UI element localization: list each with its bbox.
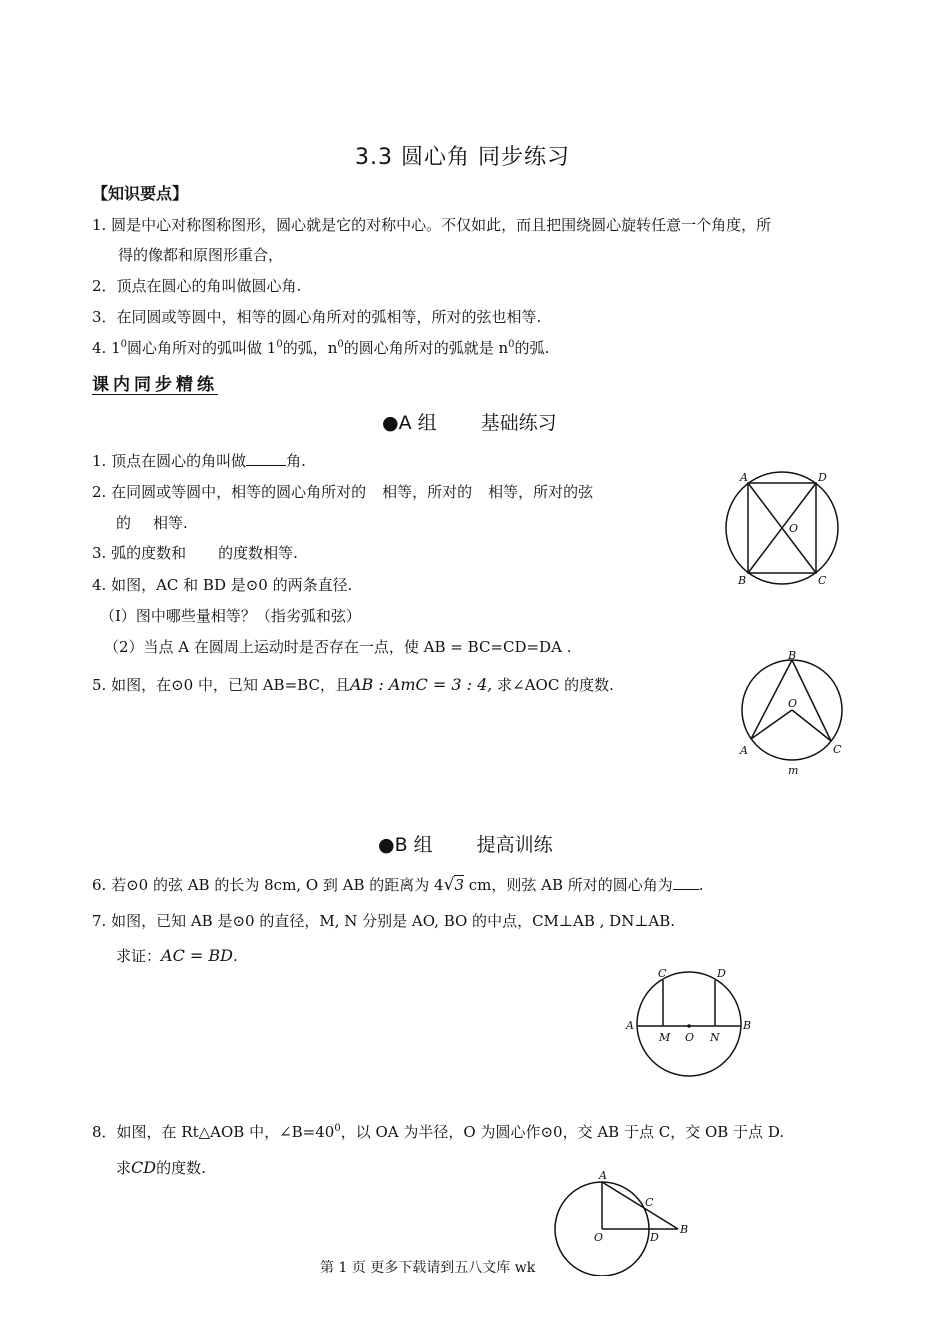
kp4-text: 的圆心角所对的弧就是 n	[343, 339, 509, 357]
fig1-label-d: D	[818, 471, 827, 484]
fig2-label-o: O	[788, 697, 798, 710]
kp4-text: 圆心角所对的弧叫做 1	[127, 339, 277, 357]
q8-formula: CD	[131, 1158, 157, 1177]
group-a-title: 基础练习	[480, 412, 557, 434]
fig2-line-oc	[792, 710, 831, 741]
fig2-label-a: A	[740, 744, 748, 757]
q6-text: .	[698, 876, 704, 894]
knowledge-point-4	[92, 337, 549, 358]
q2-text: 相等.	[153, 514, 188, 532]
q7-text: .	[232, 947, 238, 965]
q6-blank[interactable]	[673, 875, 699, 890]
question-4: 4. 如图，AC 和 BD 是⊙0 的两条直径.	[92, 576, 353, 594]
question-5	[92, 674, 614, 695]
fig3-center-point	[687, 1024, 691, 1028]
group-b-heading	[378, 830, 553, 857]
knowledge-header: 【知识要点】	[92, 184, 189, 203]
question-1	[92, 450, 306, 471]
q1-blank[interactable]	[246, 451, 286, 466]
group-a-mark: ●A 组	[382, 412, 437, 434]
question-6	[92, 874, 704, 895]
q6-text: cm，则弦 AB 所对的圆心角为	[468, 876, 673, 894]
figure-4-right-triangle-circle	[548, 1166, 698, 1276]
q2-text: 相等，所对的	[382, 483, 473, 501]
kp4-text: 的弧.	[514, 339, 550, 357]
q3-text: 的度数相等.	[218, 544, 298, 562]
q8-sup: 0	[334, 1123, 341, 1134]
q7-text: 求证：	[116, 947, 162, 965]
group-b-title: 提高训练	[476, 834, 553, 856]
kp4-text: 4. 1	[92, 339, 121, 357]
question-2a	[92, 481, 593, 502]
knowledge-point-2: 2．顶点在圆心的角叫做圆心角.	[92, 277, 302, 295]
fig2-label-b: B	[788, 650, 797, 662]
question-3	[92, 542, 298, 563]
fig4-label-b: B	[680, 1223, 689, 1236]
fig2-label-c: C	[833, 743, 842, 756]
q1-text: 1. 顶点在圆心的角叫做	[92, 452, 247, 470]
q8-text: 的度数.	[156, 1159, 206, 1177]
kp4-sup: 0	[276, 339, 283, 350]
question-4-part-2: （2）当点 A 在圆周上运动时是否存在一点，使 AB = BC=CD=DA .	[104, 638, 572, 656]
q3-text: 3. 弧的度数和	[92, 544, 187, 562]
fig3-label-c: C	[658, 967, 667, 980]
question-8b	[116, 1157, 206, 1178]
fig1-label-c: C	[818, 574, 827, 587]
fig2-line-ba	[751, 660, 792, 739]
knowledge-point-1b: 得的像都和原图形重合，	[118, 246, 284, 264]
fig2-label-m: m	[788, 764, 799, 777]
sqrt-symbol: √	[443, 875, 455, 895]
q7-formula: AC = BD	[161, 946, 233, 965]
kp4-sup: 0	[337, 339, 344, 350]
q5-text: 5. 如图，在⊙0 中，已知 AB=BC，且	[92, 676, 350, 694]
q6-root: 3	[454, 876, 464, 894]
section-banner: 课内同步精练	[92, 375, 218, 395]
group-b-mark: ●B 组	[378, 834, 433, 856]
q2-text: 相等，所对的弦	[488, 483, 594, 501]
q6-text: 6. 若⊙0 的弦 AB 的长为 8cm, O 到 AB 的距离为 4	[92, 876, 444, 894]
figure-3-diameter-perpendiculars	[622, 965, 757, 1083]
kp4-sup: 0	[508, 339, 515, 350]
fig3-label-a: A	[626, 1019, 634, 1032]
q1-text: 角.	[286, 452, 306, 470]
fig1-label-o: O	[789, 522, 799, 535]
question-8a	[92, 1121, 784, 1142]
question-7-prove	[116, 945, 238, 966]
q8-text: 求	[116, 1159, 132, 1177]
kp4-sup: 0	[120, 339, 127, 350]
question-4-part-1: （I）图中哪些量相等？（指劣弧和弦）	[100, 607, 361, 625]
q8-text: 8．如图，在 Rt△AOB 中，∠B=40	[92, 1123, 335, 1141]
figure-2-circle-aoc	[732, 650, 857, 780]
fig1-label-b: B	[738, 574, 747, 587]
knowledge-point-3: 3．在同圆或等圆中，相等的圆心角所对的弧相等，所对的弦也相等.	[92, 308, 542, 326]
fig3-label-m: M	[659, 1031, 671, 1044]
kp4-text: 的弧，n	[282, 339, 338, 357]
page-footer: 第 1 页 更多下载请到五八文库 wk	[320, 1260, 536, 1276]
fig3-label-d: D	[717, 967, 726, 980]
fig4-label-c: C	[645, 1196, 654, 1209]
fig1-label-a: A	[740, 471, 748, 484]
fig4-label-d: D	[650, 1231, 659, 1244]
q2-text: 2. 在同圆或等圆中，相等的圆心角所对的	[92, 483, 367, 501]
q5-text: 求∠AOC 的度数.	[497, 676, 614, 694]
fig3-label-n: N	[710, 1031, 720, 1044]
fig2-line-ao	[751, 710, 792, 739]
fig3-label-b: B	[743, 1019, 752, 1032]
fig4-label-o: O	[594, 1231, 604, 1244]
question-2b	[116, 512, 188, 533]
q2-text: 的	[116, 514, 132, 532]
fig3-label-o: O	[685, 1031, 695, 1044]
knowledge-point-1a: 1. 圆是中心对称图称图形，圆心就是它的对称中心。不仅如此，而且把围绕圆心旋转任意一个角度，所	[92, 216, 772, 234]
q5-formula: AB : AmC = 3 : 4,	[349, 675, 493, 694]
page-title: 3.3 圆心角 同步练习	[355, 145, 570, 170]
fig4-line-ab	[602, 1182, 678, 1229]
fig3-circle	[637, 972, 741, 1076]
group-a-heading	[382, 408, 557, 435]
figure-1-circle-rectangle	[718, 468, 848, 593]
q8-text: ，以 OA 为半径，O 为圆心作⊙0，交 AB 于点 C，交 OB 于点 D.	[340, 1123, 785, 1141]
question-7: 7. 如图，已知 AB 是⊙0 的直径，M, N 分别是 AO, BO 的中点，CM⊥AB , DN⊥AB.	[92, 912, 676, 930]
fig4-label-a: A	[599, 1169, 607, 1182]
